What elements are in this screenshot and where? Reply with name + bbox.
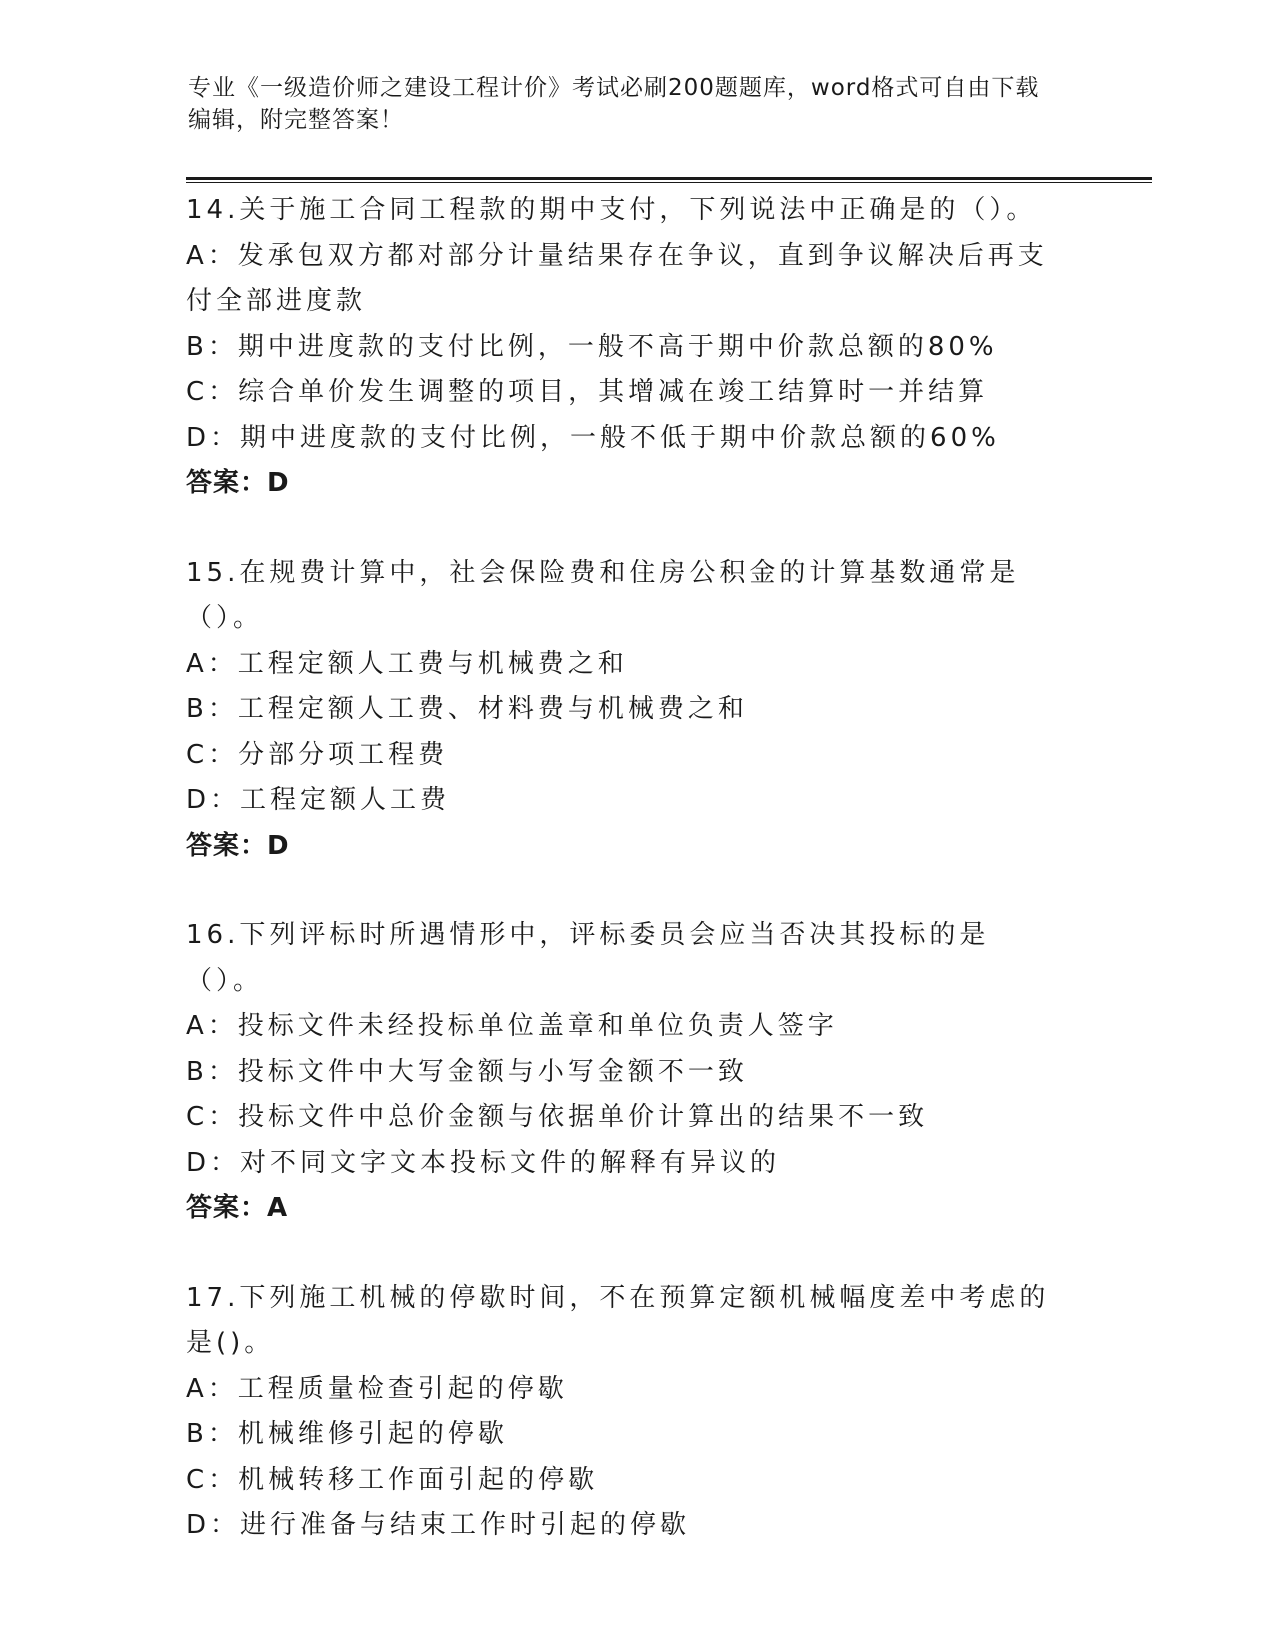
header-divider-thin: [186, 182, 1152, 183]
question-stem: 17.下列施工机械的停歇时间，不在预算定额机械幅度差中考虑的是()。: [186, 1282, 1050, 1358]
option-a: A：工程质量检查引起的停歇: [186, 1373, 568, 1404]
option-d: D：对不同文字文本投标文件的解释有异议的: [186, 1147, 781, 1178]
option-d: D：进行准备与结束工作时引起的停歇: [186, 1510, 691, 1540]
option-c: C：机械转移工作面引起的停歇: [186, 1464, 599, 1495]
option-d: D：工程定额人工费: [186, 785, 451, 815]
option-a: A：工程定额人工费与机械费之和: [186, 648, 628, 679]
option-c: C：分部分项工程费: [186, 739, 449, 770]
question-16: [186, 913, 1066, 1232]
option-b: B：机械维修引起的停歇: [186, 1419, 508, 1449]
answer-label: 答案：A: [186, 1193, 289, 1223]
option-b: B：工程定额人工费、材料费与机械费之和: [186, 694, 748, 724]
document-header: [188, 72, 1068, 136]
option-c: C：综合单价发生调整的项目，其增减在竣工结算时一并结算: [186, 377, 989, 407]
option-b: B：期中进度款的支付比例，一般不高于期中价款总额的80%: [186, 331, 998, 362]
answer-label: 答案：D: [186, 830, 290, 861]
question-stem: 16.下列评标时所遇情形中，评标委员会应当否决其投标的是（）。: [186, 920, 990, 996]
question-stem: 15.在规费计算中，社会保险费和住房公积金的计算基数通常是（）。: [186, 557, 1020, 633]
option-d: D：期中进度款的支付比例，一般不低于期中价款总额的60%: [186, 422, 1000, 453]
question-list: [186, 188, 1066, 1549]
question-15: [186, 551, 1066, 870]
option-a: A：发承包双方都对部分计量结果存在争议，直到争议解决后再支付全部进度款: [186, 240, 1048, 316]
option-c: C：投标文件中总价金额与依据单价计算出的结果不一致: [186, 1102, 929, 1132]
question-14: [186, 188, 1066, 507]
question-17: [186, 1276, 1066, 1549]
option-a: A：投标文件未经投标单位盖章和单位负责人签字: [186, 1011, 838, 1041]
header-line-2: 编辑，附完整答案！: [188, 107, 404, 133]
header-line-1: 专业《一级造价师之建设工程计价》考试必刷200题题库，word格式可自由下载: [188, 75, 1040, 101]
header-divider-thick: [186, 177, 1152, 180]
question-stem: 14.关于施工合同工程款的期中支付，下列说法中正确是的（）。: [186, 195, 1037, 225]
answer-label: 答案：D: [186, 468, 290, 498]
option-b: B：投标文件中大写金额与小写金额不一致: [186, 1056, 748, 1087]
